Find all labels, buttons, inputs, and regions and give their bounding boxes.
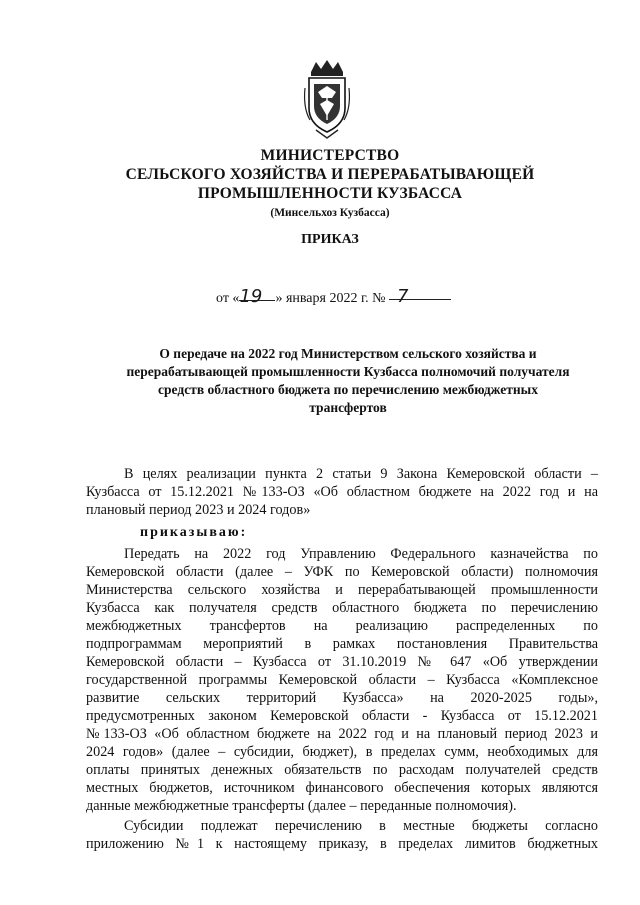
order-title-line: перерабатывающей промышленности Кузбасса полномочий получателя xyxy=(126,364,570,379)
handwritten-number: 7 xyxy=(396,286,409,307)
order-title-line: средств областного бюджета по перечислению межбюджетных xyxy=(158,382,538,397)
paragraph-line: 2024 годов» (далее – субсидии, бюджет), в пределах сумм, необходимых для xyxy=(86,744,598,760)
order-title-line: трансфертов xyxy=(309,400,387,415)
order-date-line xyxy=(216,286,451,307)
day-field xyxy=(239,286,275,307)
kuzbass-coat-of-arms-icon xyxy=(302,58,352,140)
paragraph-line: Кемеровской области – Кузбасса от 31.10.2019 № 647 «Об утверждении xyxy=(86,654,598,670)
paragraph-line: Кемеровской области (далее – УФК по Кемеровской области) полномочия xyxy=(86,564,598,580)
date-middle: » января 2022 г. № xyxy=(275,291,386,306)
order-title-line: О передаче на 2022 год Министерством сельского хозяйства и xyxy=(159,346,537,361)
ministry-abbreviation: (Минсельхоз Кузбасса) xyxy=(270,207,390,219)
document-type-heading: ПРИКАЗ xyxy=(301,232,359,247)
paragraph-line: данные межбюджетные трансферты (далее – переданные полномочия). xyxy=(86,798,517,814)
preamble-line: плановый период 2023 и 2024 годов» xyxy=(86,502,311,518)
date-prefix: от « xyxy=(216,291,240,306)
paragraph-line: оплаты принятых денежных обязательств по расходам получателей средств xyxy=(86,762,598,778)
paragraph-line: приложению №1 к настоящему приказу, в пределах лимитов бюджетных xyxy=(86,836,598,852)
paragraph-line: Передать на 2022 год Управлению Федерального казначейства по xyxy=(124,546,598,562)
paragraph-line: Министерства сельского хозяйства и перерабатывающей промышленности xyxy=(86,582,598,598)
paragraph-line: местных бюджетов, источником финансового обеспечения которых являются xyxy=(86,780,598,796)
paragraph-line: межбюджетных трансфертов на реализацию распределенных по xyxy=(86,618,598,634)
preamble-line: Кузбасса от 15.12.2021 №133-ОЗ «Об областном бюджете на 2022 год и на xyxy=(86,484,598,500)
paragraph-line: Кузбасса как получателя средств областного бюджета по перечислению xyxy=(86,600,598,616)
ministry-name-line1: МИНИСТЕРСТВО xyxy=(260,147,400,164)
paragraph-line: предусмотренных законом Кемеровской области - Кузбасса от 15.12.2021 xyxy=(86,708,598,724)
paragraph-line: подпрограммам мероприятий в рамках постановления Правительства xyxy=(86,636,598,652)
paragraph-line: развитие сельских территорий Кузбасса» на 2020-2025 годы», xyxy=(86,690,598,706)
paragraph-line: государственной программы Кемеровской области – Кузбасса «Комплексное xyxy=(86,672,598,688)
order-word: приказываю: xyxy=(140,525,248,540)
ministry-name-line3: ПРОМЫШЛЕННОСТИ КУЗБАССА xyxy=(197,185,463,202)
ministry-name-line2: СЕЛЬСКОГО ХОЗЯЙСТВА И ПЕРЕРАБАТЫВАЮЩЕЙ xyxy=(125,166,535,183)
paragraph-line: Субсидии подлежат перечислению в местные бюджеты согласно xyxy=(124,818,598,834)
number-field xyxy=(389,286,451,307)
paragraph-line: №133-ОЗ «Об областном бюджете на 2022 год и на плановый период 2023 и xyxy=(86,726,598,742)
preamble-line: В целях реализации пункта 2 статьи 9 Закона Кемеровской области – xyxy=(124,466,598,482)
handwritten-day: 19 xyxy=(239,286,263,307)
